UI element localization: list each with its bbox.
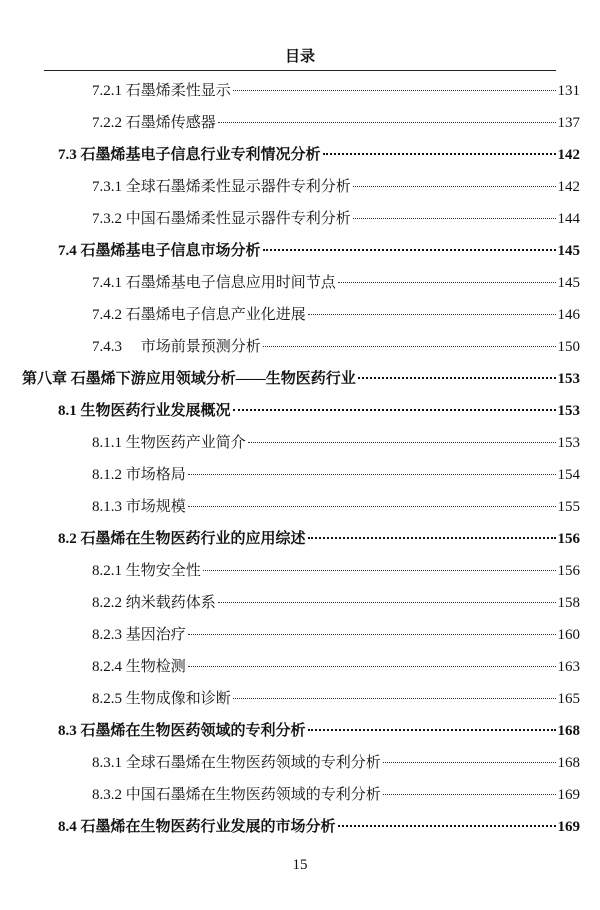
toc-entry-title: 7.2.1 石墨烯柔性显示: [92, 83, 231, 99]
toc-entry-page: 158: [557, 595, 580, 611]
toc-entry-page: 150: [557, 339, 580, 355]
toc-entry-title: 8.1.3 市场规模: [92, 499, 186, 515]
dot-leader: [338, 267, 556, 283]
toc-entry-title: 8.1 生物医药行业发展概况: [58, 403, 231, 419]
toc-entry-page: 160: [557, 627, 580, 643]
toc-entry[interactable]: [58, 236, 580, 266]
toc-entry-page: 145: [557, 243, 580, 259]
toc-entry-title: 7.4.3 市场前景预测分析: [92, 339, 261, 355]
toc-entry-title: 7.3.2 中国石墨烯柔性显示器件专利分析: [92, 211, 351, 227]
dot-leader: [358, 362, 556, 379]
dot-leader: [353, 203, 556, 219]
toc-entry-page: 155: [557, 499, 580, 515]
toc-entry-title: 7.4 石墨烯基电子信息市场分析: [58, 243, 261, 259]
dot-leader: [188, 491, 556, 507]
toc-entry[interactable]: [92, 268, 580, 298]
dot-leader: [188, 619, 556, 635]
toc-entry[interactable]: [92, 684, 580, 714]
toc-entry-title: 8.2.3 基因治疗: [92, 627, 186, 643]
dot-leader: [188, 459, 556, 475]
dot-leader: [338, 810, 556, 827]
toc-entry-title: 7.3.1 全球石墨烯柔性显示器件专利分析: [92, 179, 351, 195]
page-number: 15: [292, 857, 308, 873]
toc-entry[interactable]: [92, 460, 580, 490]
toc-entry-title: 8.3 石墨烯在生物医药领域的专利分析: [58, 723, 306, 739]
toc-entry[interactable]: [92, 108, 580, 138]
toc-entry-title: 7.4.2 石墨烯电子信息产业化进展: [92, 307, 306, 323]
dot-leader: [263, 331, 556, 347]
toc-entry-page: 144: [557, 211, 580, 227]
dot-leader: [218, 587, 556, 603]
toc-entry-title: 8.2.2 纳米载药体系: [92, 595, 216, 611]
dot-leader: [218, 107, 556, 123]
dot-leader: [263, 234, 556, 251]
toc-entry-title: 8.1.1 生物医药产业简介: [92, 435, 246, 451]
toc-entry-page: 153: [557, 403, 580, 419]
toc-entry-page: 156: [557, 531, 580, 547]
dot-leader: [353, 171, 556, 187]
toc-entry[interactable]: [92, 300, 580, 330]
dot-leader: [308, 299, 556, 315]
toc-entry-page: 168: [557, 755, 580, 771]
toc-entry-page: 137: [557, 115, 580, 131]
toc-chapter-entry[interactable]: [22, 364, 580, 394]
toc-entry-title: 7.2.2 石墨烯传感器: [92, 115, 216, 131]
toc-entry-title: 第八章 石墨烯下游应用领域分析——生物医药行业: [22, 371, 356, 387]
dot-leader: [308, 522, 556, 539]
toc-entry[interactable]: [58, 812, 580, 842]
toc-entry-page: 156: [557, 563, 580, 579]
toc-entry[interactable]: [92, 780, 580, 810]
toc-entry-page: 163: [557, 659, 580, 675]
toc-entry-page: 168: [557, 723, 580, 739]
toc-entry-title: 8.2.4 生物检测: [92, 659, 186, 675]
toc-entry[interactable]: [92, 652, 580, 682]
toc-entry-title: 8.2.1 生物安全性: [92, 563, 201, 579]
toc-entry[interactable]: [92, 332, 580, 362]
toc-entry-title: 8.2 石墨烯在生物医药行业的应用综述: [58, 531, 306, 547]
toc-entry[interactable]: [58, 396, 580, 426]
toc-entry[interactable]: [92, 428, 580, 458]
dot-leader: [308, 714, 556, 731]
toc-entry[interactable]: [92, 556, 580, 586]
toc-entry-page: 142: [557, 179, 580, 195]
toc-entry[interactable]: [58, 716, 580, 746]
toc-entry-title: 8.3.2 中国石墨烯在生物医药领域的专利分析: [92, 787, 381, 803]
toc-entry[interactable]: [92, 748, 580, 778]
dot-leader: [323, 138, 556, 155]
toc-entry-title: 8.4 石墨烯在生物医药行业发展的市场分析: [58, 819, 336, 835]
toc-entry[interactable]: [92, 76, 580, 106]
toc-entry[interactable]: [58, 524, 580, 554]
toc-entry-page: 153: [557, 371, 580, 387]
dot-leader: [233, 683, 556, 699]
toc-entry-page: 165: [557, 691, 580, 707]
toc-entry[interactable]: [92, 492, 580, 522]
toc-entry-title: 8.2.5 生物成像和诊断: [92, 691, 231, 707]
toc-entry-title: 7.3 石墨烯基电子信息行业专利情况分析: [58, 147, 321, 163]
toc-entry[interactable]: [92, 204, 580, 234]
dot-leader: [383, 779, 556, 795]
toc-entry-page: 131: [557, 83, 580, 99]
toc-entry-page: 142: [557, 147, 580, 163]
toc-entry-page: 145: [557, 275, 580, 291]
dot-leader: [203, 555, 556, 571]
toc-entry-title: 8.3.1 全球石墨烯在生物医药领域的专利分析: [92, 755, 381, 771]
toc-entry-title: 8.1.2 市场格局: [92, 467, 186, 483]
dot-leader: [383, 747, 556, 763]
dot-leader: [233, 394, 556, 411]
page-header-title: 目录: [284, 48, 315, 65]
toc-entry-title: 7.4.1 石墨烯基电子信息应用时间节点: [92, 275, 336, 291]
dot-leader: [248, 427, 556, 443]
toc-entry-page: 154: [557, 467, 580, 483]
dot-leader: [188, 651, 556, 667]
toc-entry[interactable]: [92, 620, 580, 650]
dot-leader: [233, 75, 556, 91]
toc-entry-page: 146: [557, 307, 580, 323]
header-rule: [44, 70, 556, 71]
toc-entry-page: 169: [557, 819, 580, 835]
toc-entry-page: 169: [557, 787, 580, 803]
toc-entry[interactable]: [58, 140, 580, 170]
toc-entry-page: 153: [557, 435, 580, 451]
toc-entry[interactable]: [92, 588, 580, 618]
toc-entry[interactable]: [92, 172, 580, 202]
